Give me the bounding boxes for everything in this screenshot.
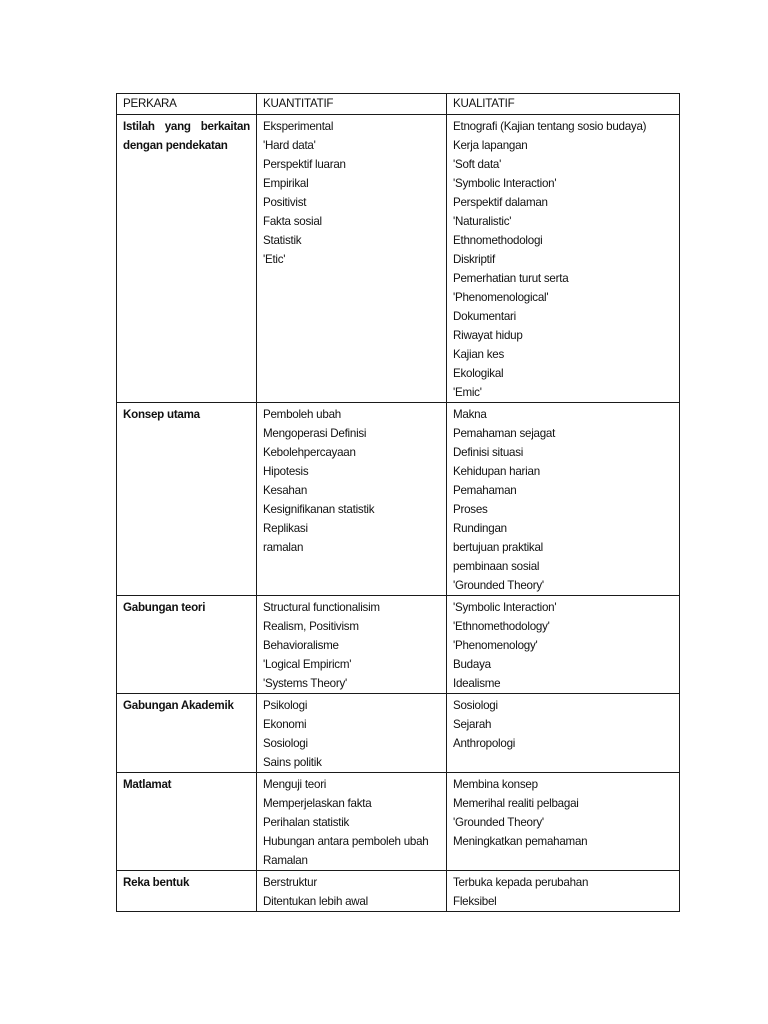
kualitatif-item: Kajian kes [453, 348, 504, 361]
kualitatif-item: 'Phenomenological' [453, 291, 549, 304]
kuantitatif-cell [257, 403, 447, 596]
kuantitatif-item: Fakta sosial [263, 215, 322, 228]
kualitatif-item: Proses [453, 503, 488, 516]
table-row [117, 694, 680, 773]
kuantitatif-item: 'Etic' [263, 253, 286, 266]
kualitatif-item: Fleksibel [453, 895, 497, 908]
kuantitatif-item: Kesignifikanan statistik [263, 503, 375, 516]
perkara-label: Konsep utama [123, 408, 200, 421]
kuantitatif-item: ramalan [263, 541, 304, 554]
kualitatif-item: Perspektif dalaman [453, 196, 548, 209]
kuantitatif-item: Ekonomi [263, 718, 307, 731]
kuantitatif-item: Realism, Positivism [263, 620, 359, 633]
kualitatif-item: Kerja lapangan [453, 139, 528, 152]
kuantitatif-item: Sosiologi [263, 737, 308, 750]
kualitatif-item: Rundingan [453, 522, 507, 535]
kuantitatif-item: Mengoperasi Definisi [263, 427, 367, 440]
kualitatif-item: Meningkatkan pemahaman [453, 835, 588, 848]
kuantitatif-item: Perihalan statistik [263, 816, 350, 829]
kualitatif-item: Terbuka kepada perubahan [453, 876, 589, 889]
kualitatif-item: 'Soft data' [453, 158, 502, 171]
perkara-cell [117, 773, 257, 871]
kualitatif-item: pembinaan sosial [453, 560, 540, 573]
table-header [117, 94, 680, 115]
kuantitatif-item: 'Hard data' [263, 139, 316, 152]
perkara-cell [117, 596, 257, 694]
kuantitatif-item: Ramalan [263, 854, 308, 867]
kuantitatif-item: Statistik [263, 234, 302, 247]
kuantitatif-item: 'Systems Theory' [263, 677, 347, 690]
kualitatif-item: Membina konsep [453, 778, 538, 791]
kuantitatif-item: Replikasi [263, 522, 308, 535]
kualitatif-cell [447, 773, 680, 871]
kualitatif-cell [447, 403, 680, 596]
kuantitatif-item: Hipotesis [263, 465, 309, 478]
header-kualitatif: KUALITATIF [447, 94, 680, 115]
kuantitatif-item: Kebolehpercayaan [263, 446, 356, 459]
kuantitatif-cell [257, 596, 447, 694]
kualitatif-item: bertujuan praktikal [453, 541, 543, 554]
kualitatif-item: Riwayat hidup [453, 329, 523, 342]
header-kuantitatif: KUANTITATIF [257, 94, 447, 115]
table-row [117, 773, 680, 871]
kualitatif-cell [447, 115, 680, 403]
perkara-cell [117, 871, 257, 912]
perkara-label: Matlamat [123, 778, 172, 791]
kuantitatif-item: Positivist [263, 196, 307, 209]
kualitatif-item: Kehidupan harian [453, 465, 540, 478]
kualitatif-cell [447, 871, 680, 912]
perkara-label: Gabungan Akademik [123, 699, 234, 712]
kuantitatif-item: Structural functionalisim [263, 601, 380, 614]
kuantitatif-cell [257, 773, 447, 871]
kualitatif-item: Memerihal realiti pelbagai [453, 797, 579, 810]
kualitatif-item: 'Phenomenology' [453, 639, 538, 652]
kualitatif-item: 'Grounded Theory' [453, 816, 544, 829]
kualitatif-item: Idealisme [453, 677, 501, 690]
kualitatif-item: Ekologikal [453, 367, 504, 380]
perkara-cell [117, 115, 257, 403]
kualitatif-item: 'Grounded Theory' [453, 579, 544, 592]
kuantitatif-item: Psikologi [263, 699, 308, 712]
kualitatif-cell [447, 694, 680, 773]
kuantitatif-item: Pemboleh ubah [263, 408, 341, 421]
table-row [117, 403, 680, 596]
kualitatif-item: Ethnomethodologi [453, 234, 543, 247]
kualitatif-item: Anthropologi [453, 737, 516, 750]
kualitatif-cell [447, 596, 680, 694]
kuantitatif-cell [257, 871, 447, 912]
kualitatif-item: Etnografi (Kajian tentang sosio budaya) [453, 120, 647, 133]
kualitatif-item: Diskriptif [453, 253, 495, 266]
kualitatif-item: 'Naturalistic' [453, 215, 512, 228]
kualitatif-item: Pemahaman [453, 484, 517, 497]
kualitatif-item: 'Symbolic Interaction' [453, 601, 557, 614]
kualitatif-item: 'Ethnomethodology' [453, 620, 550, 633]
table-row [117, 596, 680, 694]
kuantitatif-item: Ditentukan lebih awal [263, 895, 368, 908]
perkara-label: Gabungan teori [123, 601, 206, 614]
kualitatif-item: Sosiologi [453, 699, 498, 712]
kualitatif-item: Dokumentari [453, 310, 516, 323]
kualitatif-item: Makna [453, 408, 487, 421]
kuantitatif-cell [257, 115, 447, 403]
table-body [117, 115, 680, 912]
kuantitatif-item: 'Logical Empiricm' [263, 658, 352, 671]
kuantitatif-item: Hubungan antara pemboleh ubah [263, 835, 429, 848]
kualitatif-item: Budaya [453, 658, 491, 671]
kualitatif-item: 'Emic' [453, 386, 482, 399]
kuantitatif-cell [257, 694, 447, 773]
kuantitatif-item: Eksperimental [263, 120, 334, 133]
kuantitatif-item: Behavioralisme [263, 639, 339, 652]
kualitatif-item: 'Symbolic Interaction' [453, 177, 557, 190]
kuantitatif-item: Empirikal [263, 177, 309, 190]
kuantitatif-item: Sains politik [263, 756, 322, 769]
kuantitatif-item: Kesahan [263, 484, 308, 497]
kuantitatif-item: Perspektif luaran [263, 158, 346, 171]
comparison-table [116, 93, 680, 912]
header-row [117, 94, 680, 115]
kualitatif-item: Pemerhatian turut serta [453, 272, 569, 285]
table-row [117, 871, 680, 912]
perkara-label: Reka bentuk [123, 876, 190, 889]
perkara-cell [117, 403, 257, 596]
kualitatif-item: Sejarah [453, 718, 492, 731]
header-perkara: PERKARA [117, 94, 257, 115]
kualitatif-item: Definisi situasi [453, 446, 524, 459]
table-row [117, 115, 680, 403]
kuantitatif-item: Menguji teori [263, 778, 327, 791]
kualitatif-item: Pemahaman sejagat [453, 427, 556, 440]
perkara-label: Istilah yang berkaitan dengan pendekatan [123, 120, 250, 152]
kuantitatif-item: Berstruktur [263, 876, 317, 889]
perkara-cell [117, 694, 257, 773]
kuantitatif-item: Memperjelaskan fakta [263, 797, 372, 810]
